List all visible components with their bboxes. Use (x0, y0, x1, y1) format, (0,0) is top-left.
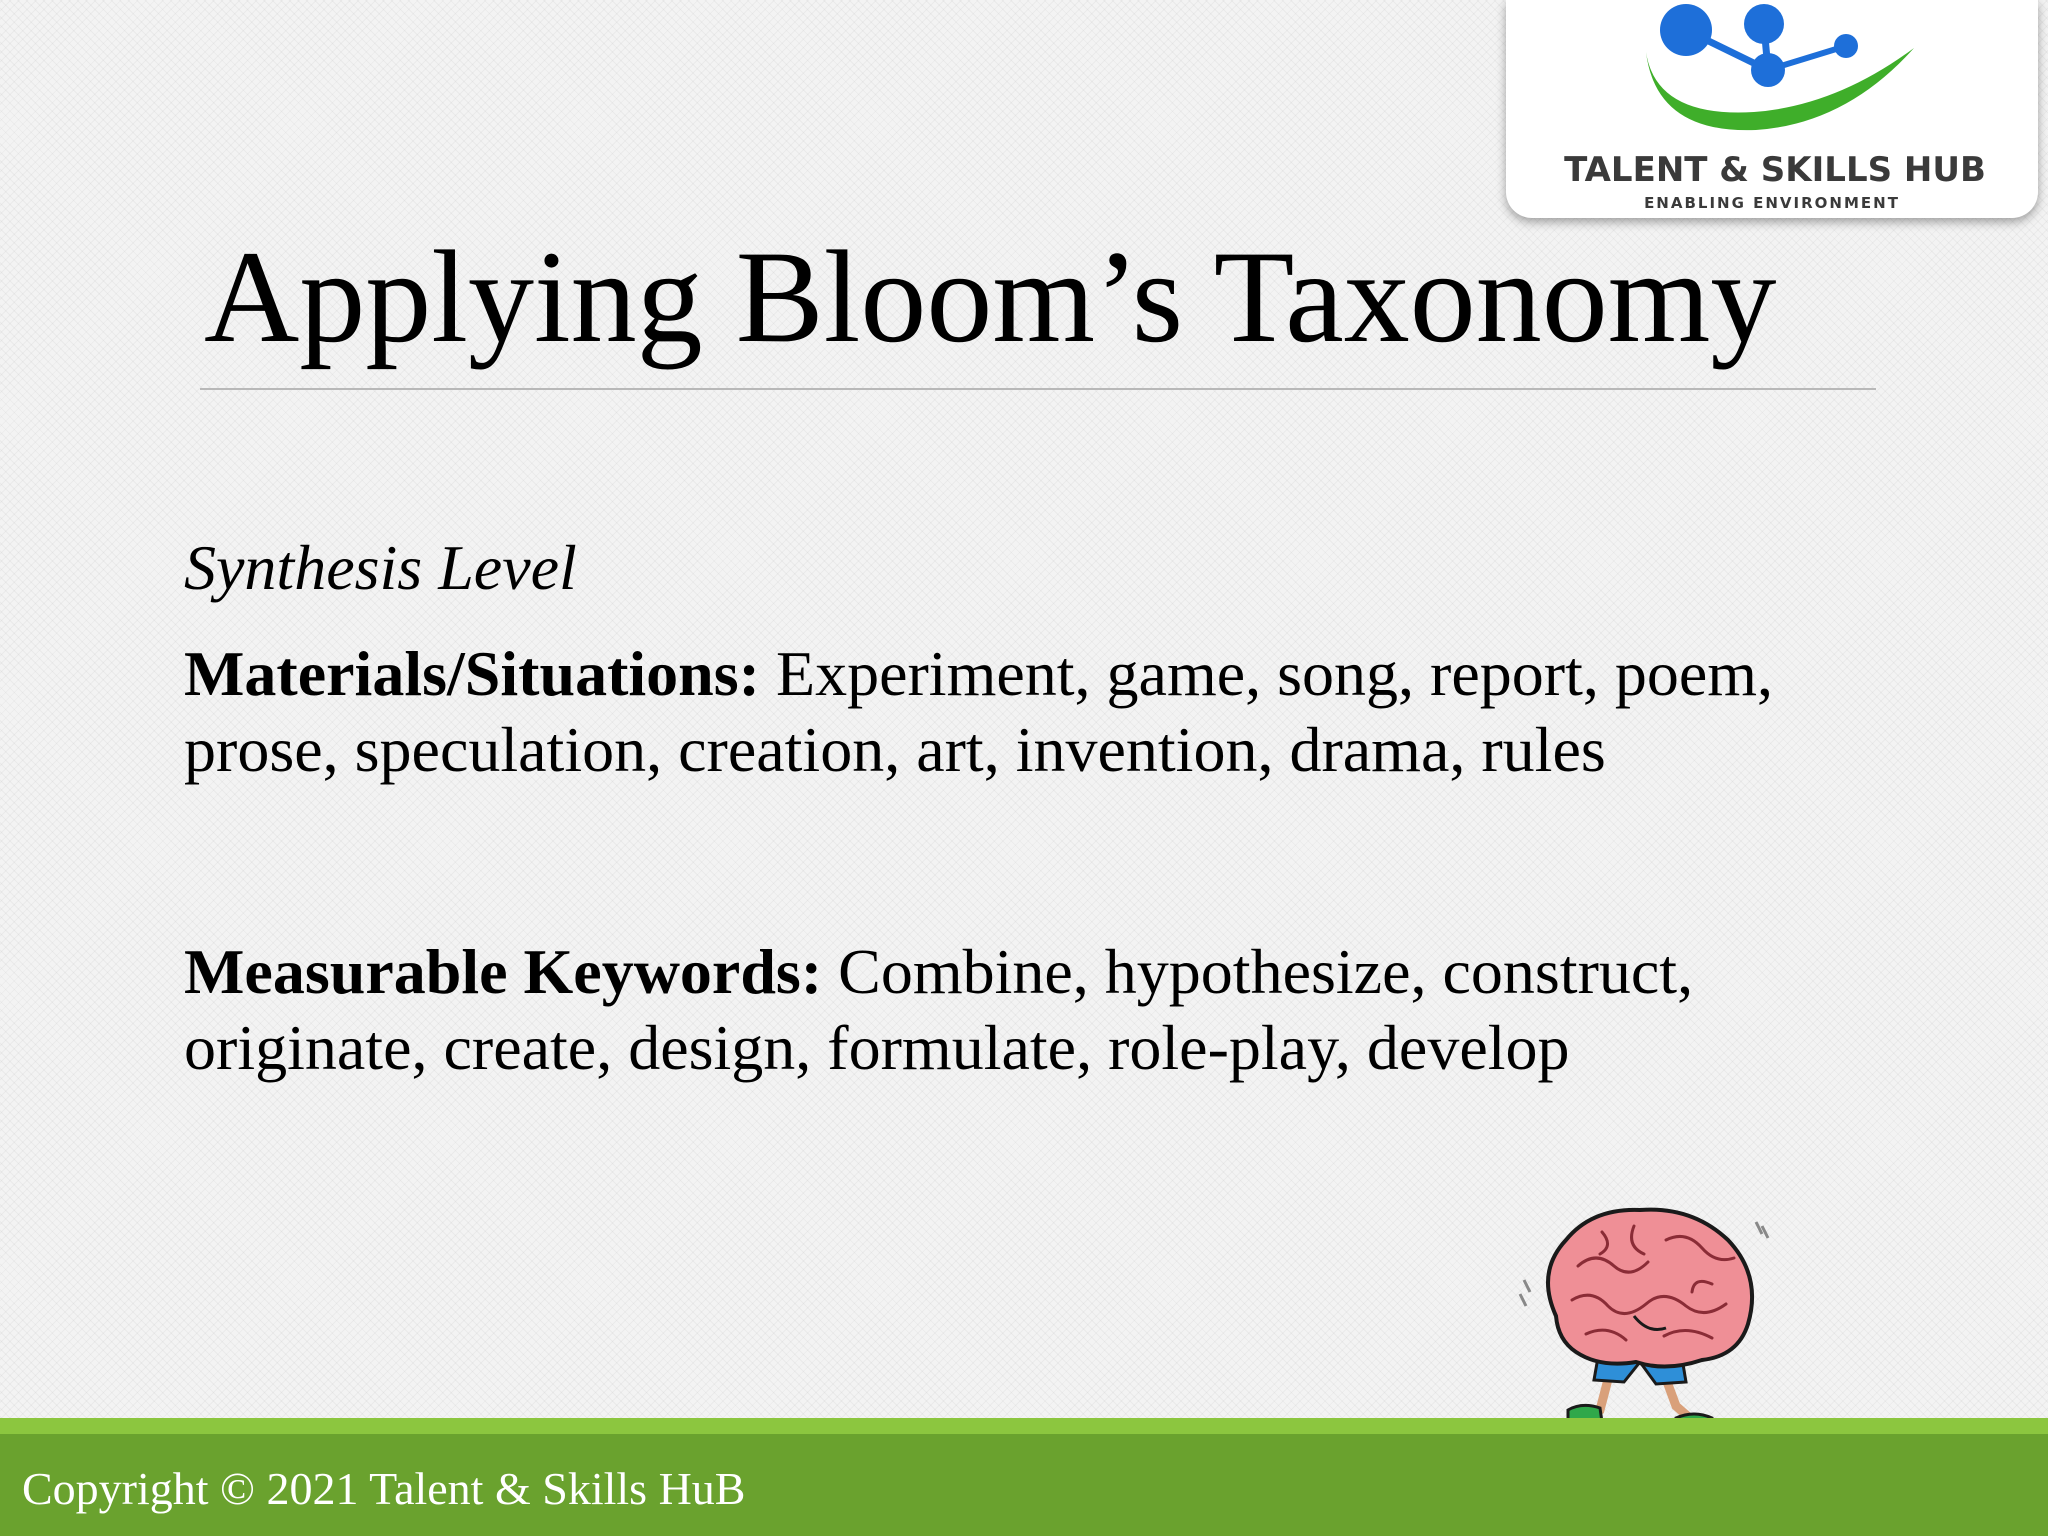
materials-text: Experiment, game, song, report, poem, prose, speculation, creation, art, invention, drama, rules (184, 638, 1774, 785)
logo-tagline: ENABLING ENVIRONMENT (1644, 194, 1900, 212)
level-heading: Synthesis Level (184, 532, 577, 603)
slide-title: Applying Bloom’s Taxonomy (204, 223, 1777, 370)
materials-paragraph (184, 636, 1904, 788)
title-divider (200, 388, 1876, 390)
keywords-text: Combine, hypothesize, construct, originate, create, design, formulate, role-play, develop (184, 936, 1694, 1083)
logo-name: TALENT & SKILLS HUB (1564, 150, 1986, 190)
materials-label: Materials/Situations: (184, 638, 760, 709)
footer-band (0, 1434, 2048, 1536)
copyright-text: Copyright © 2021 Talent & Skills HuB (22, 1463, 746, 1514)
slide-body (184, 530, 1904, 1086)
keywords-label: Measurable Keywords: (184, 936, 823, 1007)
company-logo (1506, 0, 2038, 218)
running-brain-icon (1516, 1196, 1776, 1442)
footer-stripe (0, 1418, 2048, 1434)
keywords-paragraph (184, 934, 1904, 1086)
